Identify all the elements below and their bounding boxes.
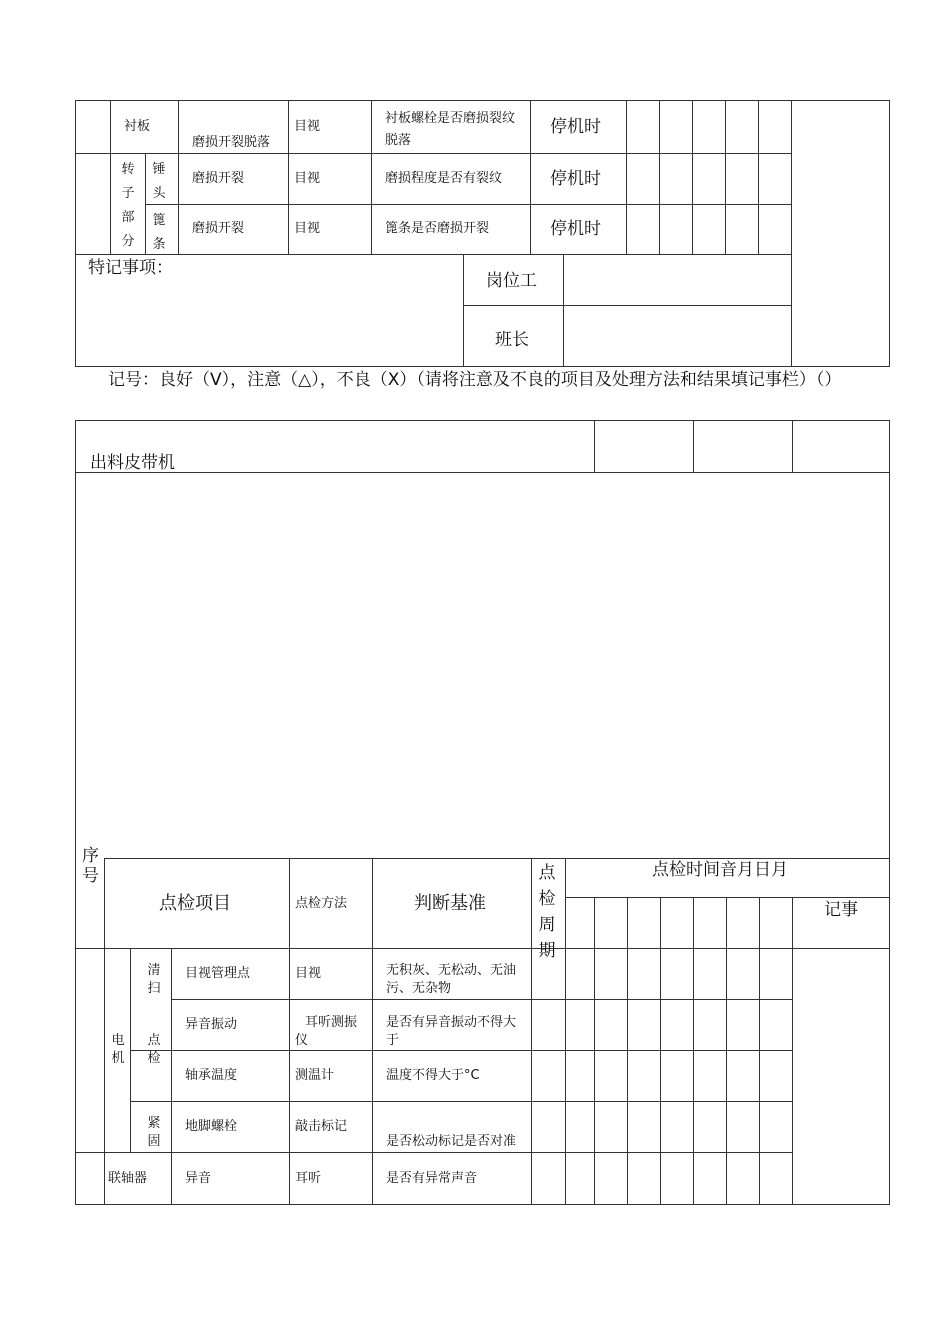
method-cell: 耳听测振仪 (295, 1015, 358, 1048)
standard-cell: 磨损程度是否有裂纹 (385, 171, 503, 186)
header-item: 点检项目 (159, 893, 231, 914)
part-hammer: 锤头 (152, 162, 166, 201)
section-title: 出料皮带机 (90, 453, 175, 473)
standard-cell: 温度不得大于°C (386, 1068, 480, 1083)
part-grate: 篦条 (152, 213, 166, 252)
legend-note: 记号：良好（V），注意（△），不良（X）（请将注意及不良的项目及处理方法和结果填记事栏）（） (108, 370, 842, 390)
part-liner: 衬板 (124, 119, 151, 134)
header-remarks: 记事 (824, 900, 858, 920)
header-time: 点检时间音月日月 (652, 860, 788, 880)
standard-cell: 是否有异音振动不得大于 (386, 1015, 517, 1048)
item-cell: 磨损开裂脱落 (192, 135, 271, 150)
method-cell: 目视 (295, 966, 322, 981)
monitor-label: 班长 (495, 330, 529, 350)
coupling-group-label: 联轴器 (108, 1171, 148, 1186)
period-cell: 停机时 (550, 117, 601, 137)
period-cell: 停机时 (550, 219, 601, 239)
item-cell: 目视管理点 (185, 966, 251, 981)
sub-fasten: 紧固 (147, 1116, 161, 1149)
item-cell: 磨损开裂 (192, 171, 245, 186)
header-standard: 判断基准 (414, 893, 486, 914)
standard-cell: 篦条是否磨损开裂 (385, 221, 490, 236)
sub-clean: 清扫 (147, 963, 161, 996)
standard-cell: 衬板螺栓是否磨损裂纹脱落 (385, 111, 516, 148)
method-cell: 测温计 (295, 1068, 335, 1083)
standard-cell: 是否有异常声音 (386, 1171, 478, 1186)
motor-group-label: 电机 (111, 1033, 125, 1066)
header-method: 点检方法 (295, 896, 348, 911)
special-notes-label: 特记事项： (88, 258, 173, 278)
method-cell: 目视 (294, 221, 321, 236)
method-cell: 目视 (294, 171, 321, 186)
sub-inspect: 点检 (147, 1033, 161, 1066)
item-cell: 异音 (185, 1171, 212, 1186)
rotor-group-label: 转子部分 (121, 162, 135, 249)
method-cell: 耳听 (295, 1171, 322, 1186)
method-cell: 目视 (294, 119, 321, 134)
method-cell: 敲击标记 (295, 1119, 348, 1134)
item-cell: 轴承温度 (185, 1068, 238, 1083)
standard-cell: 是否松动标记是否对准 (386, 1134, 517, 1149)
item-cell: 磨损开裂 (192, 221, 245, 236)
item-cell: 异音振动 (185, 1017, 238, 1032)
standard-cell: 无积灰、无松动、无油污、无杂物 (386, 963, 517, 996)
header-seq: 序号 (82, 846, 99, 886)
item-cell: 地脚螺栓 (185, 1119, 238, 1134)
period-cell: 停机时 (550, 169, 601, 189)
header-cycle: 点检周期 (538, 863, 556, 961)
post-worker-label: 岗位工 (486, 271, 537, 291)
